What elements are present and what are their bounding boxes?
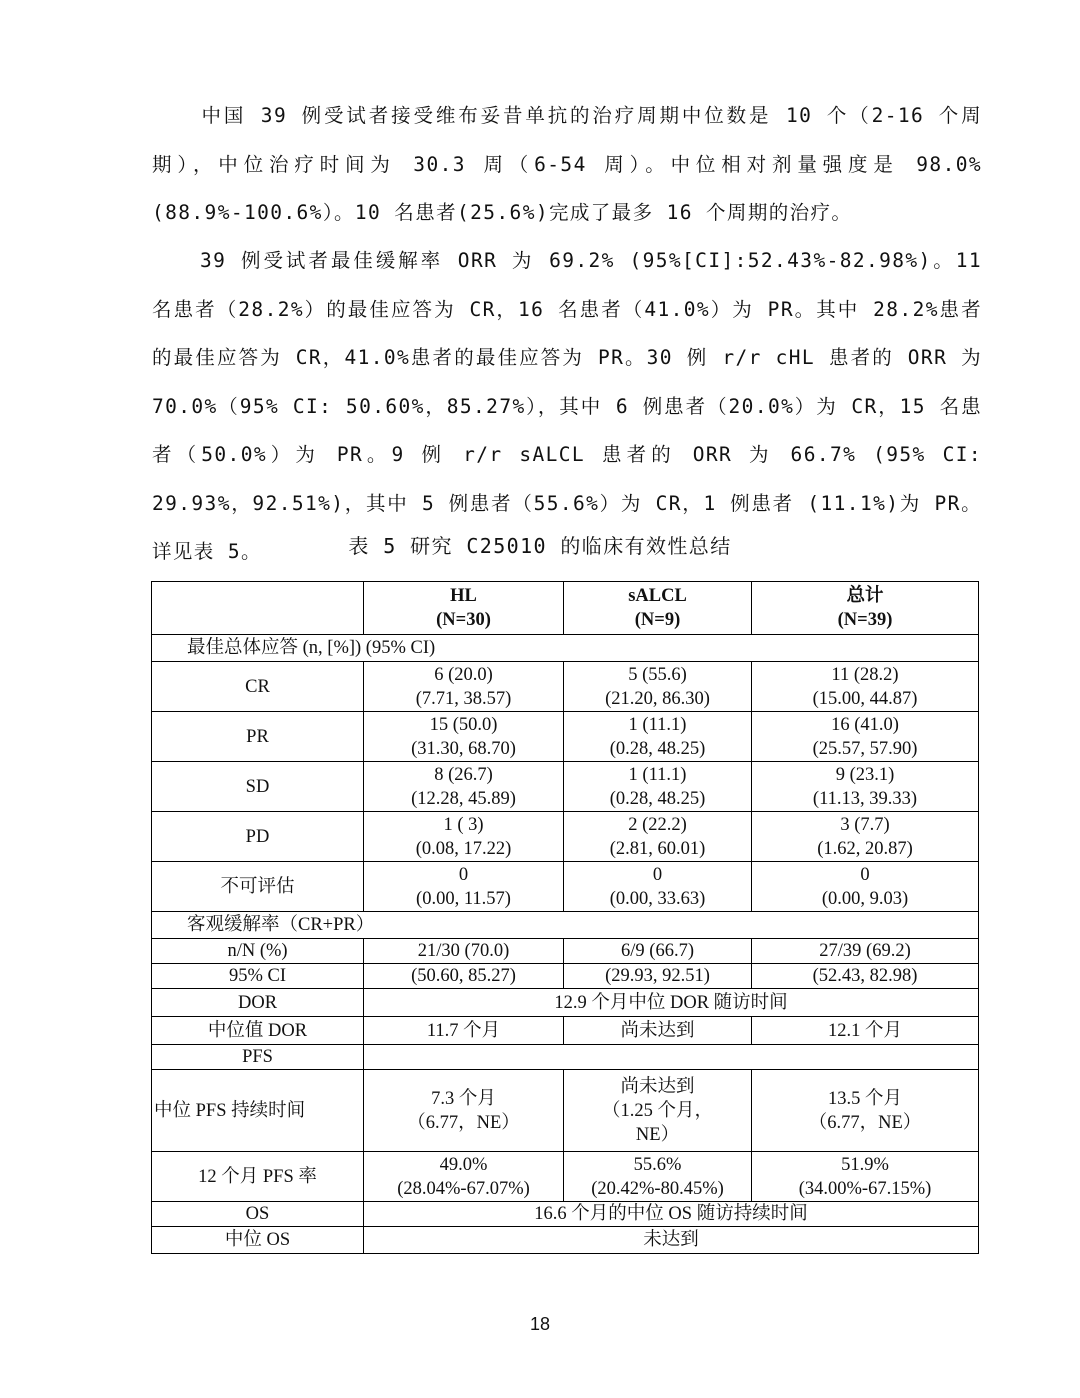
table-row: CR 6 (20.0) (7.71, 38.57) 5 (55.6) (21.20, 86.30) 11 (28.2) (15.00, 44.87) [152,662,979,712]
row-label: SD [152,762,364,812]
row-label: 不可评估 [152,862,364,912]
row-label: PR [152,712,364,762]
table-row: 12 个月 PFS 率 49.0% (28.04%-67.07%) 55.6% (20.42%-80.45%) 51.9% (34.00%-67.15%) [152,1152,979,1202]
header-total: 总计 (N=39) [752,582,979,635]
table-row: SD 8 (26.7) (12.28, 45.89) 1 (11.1) (0.28, 48.25) 9 (23.1) (11.13, 39.33) [152,762,979,812]
table-row: 中位 PFS 持续时间 7.3 个月 （6.77，NE） 尚未达到 （1.25 个月， NE） 13.5 个月 （6.77，NE） [152,1070,979,1152]
paragraph-response-rate: 39 例受试者最佳缓解率 ORR 为 69.2% (95%[CI]:52.43%-82.98%)。11 名患者（28.2%）的最佳应答为 CR，16 名患者（41.0%）为 PR。其中 28.2%患者的最佳应答为 CR，41.0%患者的最佳应答为 PR。30 例 r/r cHL 患者的 ORR 为 70.0%（95% CI: 50.60%，85.27%），其中 6 例患者（20.0%）为 CR，15 名患者（50.0%）为 PR。9 例 r/r sALCL 患者的 ORR 为 66.7% (95% CI: 29.93%，92.51%)，其中 5 例患者（55.6%）为 CR，1 例患者 (11.1%)为 PR。详见表 5。 [152,249,982,563]
table-row: 不可评估 0 (0.00, 11.57) 0 (0.00, 33.63) 0 (0.00, 9.03) [152,862,979,912]
row-label: CR [152,662,364,712]
table-row: DOR 12.9 个月中位 DOR 随访时间 [152,989,979,1017]
section-row-best-response: 最佳总体应答 (n, [%]) (95% CI) [152,635,979,662]
table-row: PR 15 (50.0) (31.30, 68.70) 1 (11.1) (0.28, 48.25) 16 (41.0) (25.57, 57.90) [152,712,979,762]
table-row: PFS [152,1045,979,1070]
table-row: OS 16.6 个月的中位 OS 随访持续时间 [152,1202,979,1227]
header-salcl: sALCL (N=9) [564,582,752,635]
header-hl: HL (N=30) [364,582,564,635]
table-row: 95% CI (50.60, 85.27) (29.93, 92.51) (52.43, 82.98) [152,964,979,989]
table-row: n/N (%) 21/30 (70.0) 6/9 (66.7) 27/39 (69.2) [152,939,979,964]
section-row-orr: 客观缓解率（CR+PR） [152,912,979,939]
efficacy-table [151,581,979,1254]
table-header-row [152,582,979,635]
row-label: PD [152,812,364,862]
table-row: 中位 OS 未达到 [152,1227,979,1254]
paragraph-treatment-cycles: 中国 39 例受试者接受维布妥昔单抗的治疗周期中位数是 10 个（2-16 个周期），中位治疗时间为 30.3 周（6-54 周）。中位相对剂量强度是 98.0%(88.9%-100.6%）。10 名患者(25.6%)完成了最多 16 个周期的治疗。 [152,104,982,224]
page-number: 18 [529,1314,551,1334]
table-row: PD 1 ( 3) (0.08, 17.22) 2 (22.2) (2.81, 60.01) 3 (7.7) (1.62, 20.87) [152,812,979,862]
table-row: 中位值 DOR 11.7 个月 尚未达到 12.1 个月 [152,1017,979,1045]
table-caption: 表 5 研究 C25010 的临床有效性总结 [348,534,732,558]
